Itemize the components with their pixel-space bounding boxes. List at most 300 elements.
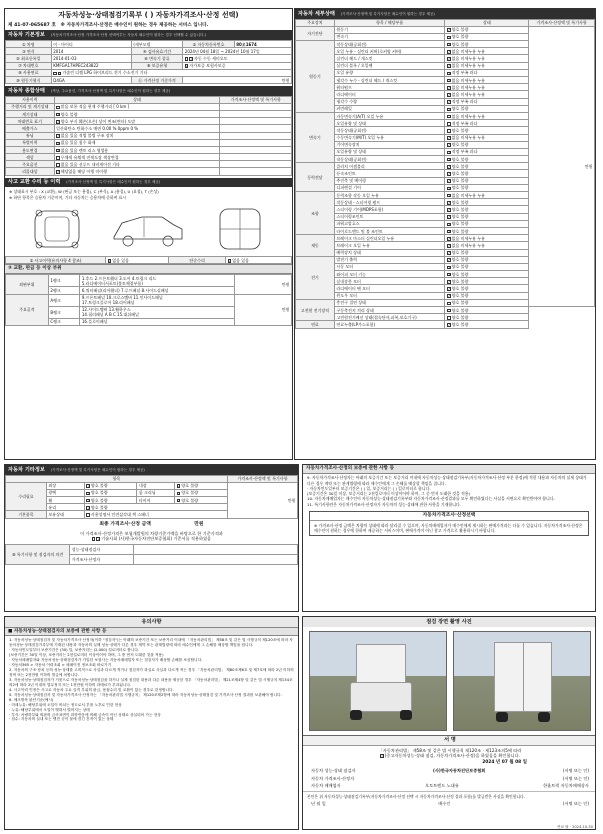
- photo-sign-panel: [302, 616, 596, 830]
- state-options: 양호 불량: [451, 228, 469, 234]
- truck-cab: [350, 682, 412, 712]
- transmission-options: 자동 수동 세미오토: [193, 55, 228, 61]
- table-row: [6, 257, 292, 264]
- checked-box-icon: ✓: [190, 57, 194, 62]
- item-state: [445, 263, 529, 270]
- detail-status-subtitle: (가격조사·산정액 및 특기사항은 매수인이 원하는 경우 제공): [340, 11, 435, 16]
- state-options: 양호 불량: [90, 483, 108, 489]
- state-options: 양호 불량: [90, 490, 108, 496]
- checked-box-icon: ✓: [447, 287, 451, 292]
- state-options: 양호 불량: [451, 27, 469, 33]
- row-label: 주행거리 및 계기상태: [6, 103, 55, 110]
- note-item: · 자동차인도일부터 보증기간은 (30) 일, 보증거리는 (2,000) 킬로미터로 합니다.: [9, 647, 140, 652]
- item-label: 충전구 절연 상태: [334, 299, 445, 306]
- photos-header: 점검 장면 촬영 사진: [303, 617, 595, 627]
- simple-repair-label: 단순수리: [169, 257, 226, 264]
- rank-1: 1랭크: [48, 275, 79, 287]
- frame-section-title: ② 교환, 판금 등 이상 부위: [5, 264, 292, 274]
- row-label: 튜닝: [6, 132, 55, 139]
- seller-signer: 오토트렌드 노대유: [425, 783, 459, 788]
- checked-box-icon: ✓: [447, 265, 451, 270]
- item-label: 라디에이터: [334, 91, 445, 98]
- item-label: 라디에이터 팬 모터: [334, 285, 445, 292]
- item-state: [445, 148, 529, 155]
- checked-box-icon: ✓: [447, 85, 451, 90]
- table-row: [296, 314, 595, 321]
- price-cell: [220, 146, 292, 153]
- state-options: 양호 불량: [451, 206, 469, 212]
- checked-box-icon: ✓: [447, 280, 451, 285]
- state-options: 양호 불량: [451, 250, 469, 256]
- item-state: [445, 249, 529, 256]
- state-options: 적정 부족 과다: [451, 70, 478, 76]
- signature-date: 2024 년 07 월 08 일: [482, 760, 527, 765]
- tire-label: 타이어: [137, 497, 175, 504]
- item-label: 기어변속장치: [334, 141, 445, 148]
- state-options: 양호 불량: [451, 264, 469, 270]
- checked-box-icon: ✓: [447, 42, 451, 47]
- item-state: [445, 285, 529, 292]
- table-header-row: [296, 19, 595, 26]
- note-item: 6. 체크항목 판단기준(예시): [9, 697, 54, 702]
- row-value: [54, 103, 220, 110]
- item-state: [445, 278, 529, 285]
- checkbox-icon: [447, 122, 451, 126]
- item-state: [445, 206, 529, 213]
- tire-state: [175, 497, 228, 504]
- state-options: 양호 불량: [451, 41, 469, 47]
- table-header-row: [6, 475, 298, 482]
- cleaning-state: [175, 489, 228, 496]
- buyer-label: 매수인: [438, 801, 451, 807]
- checkbox-icon: [53, 72, 57, 76]
- checked-box-icon: ✓: [447, 172, 451, 177]
- table-header-row: [6, 96, 292, 103]
- value-year: 2014: [51, 48, 131, 55]
- state-options: 양호 불량: [451, 214, 469, 220]
- row-value: [54, 168, 220, 175]
- checkbox-icon: [447, 309, 451, 313]
- basic-info-table: [5, 40, 292, 84]
- notes-panel: [4, 616, 299, 830]
- label-vin: ⑦ 차대번호: [6, 62, 52, 69]
- item-state: [445, 41, 529, 48]
- item-state: [445, 227, 529, 234]
- state-options: 양호 불량: [451, 127, 469, 133]
- label-base-price: ⑪ 가격산정 기준가격: [131, 76, 182, 83]
- remark-appraiser-value: [134, 555, 298, 565]
- item-label: 원동기: [334, 26, 445, 33]
- table-row: [6, 294, 292, 306]
- checked-box-icon: ✓: [177, 491, 181, 496]
- item-label: 타이로드엔드 및 볼 조인트: [334, 227, 445, 234]
- price-cell: [220, 125, 292, 132]
- checked-box-icon: ✓: [447, 143, 451, 148]
- checkbox-icon: [447, 115, 451, 119]
- state-options: 없음 미세누유 누유: [451, 91, 486, 97]
- parts-a: [80, 294, 234, 306]
- reference-note-2: [5, 536, 298, 541]
- checked-box-icon: ✓: [447, 258, 451, 263]
- state-options: 없음 미세누유 누유: [451, 242, 486, 248]
- item-state: [445, 127, 529, 134]
- wheel-label: 휠: [46, 497, 84, 504]
- label-transmission: ⑥ 변속기 종류: [131, 55, 182, 62]
- row-label: 용도변경: [6, 146, 55, 153]
- wheel-state: [84, 497, 137, 504]
- note-item: 4. 사고이력 인정은 사고로 자동차 주요 골격 부위의 판금, 용접수리 및 교환이 있는 경우로 한정합니다.: [9, 687, 174, 692]
- item-label: 브레이크 마스터 실린더오일 누유: [334, 235, 445, 242]
- state-options: 적정 부족 과다: [451, 149, 478, 155]
- state-options: 양호 불량: [451, 286, 469, 292]
- signature-text-2-value: (중고자동차성능·상태 점검, 자동차가격조사·산정)을 하였음을 확인합니다.: [384, 752, 520, 758]
- item-label: 윈도우 모터: [334, 292, 445, 299]
- value-transmission: [183, 55, 292, 62]
- price-cell: [220, 154, 292, 161]
- item-label: 자동변속기(A/T) 오일 누유: [334, 112, 445, 119]
- notes-header: 유의사항: [5, 617, 298, 627]
- item-state: [445, 307, 529, 314]
- row-value: [54, 125, 220, 132]
- accident-legend: ※ 상태표시 부호 : X (교환), W (판금 또는 용접), C (부식), A (흠집), U (요철), T (손상): [9, 188, 159, 194]
- table-row: [6, 103, 292, 110]
- value-first-registration: 2014-01-03: [51, 55, 131, 62]
- value-vin: KMFGA17HPEC243822: [51, 62, 131, 69]
- header-state: 상태: [54, 96, 220, 103]
- checked-box-icon: ✓: [447, 229, 451, 234]
- cleaning-label: 룸 크리닝: [137, 489, 175, 496]
- item-label: 클러치 어셈블리: [334, 163, 445, 170]
- table-row: [6, 118, 292, 125]
- accident-history-title: 사고 교환 수리 등 이력: [8, 179, 61, 186]
- label-fuel: ⑨ 사용연료: [6, 69, 52, 76]
- final-price-unit: 만원: [194, 521, 204, 527]
- label-inspection-period: ④ 검사유효기간: [131, 48, 182, 55]
- rank-c: C랭크: [48, 318, 79, 325]
- note-item: · 자동차365 > 자동차 이력조회 > 매매이전 정보조회 바로가기: [9, 662, 112, 667]
- value-warranty: [183, 62, 292, 69]
- item-label: 오일유량 및 상태: [334, 120, 445, 127]
- checked-box-icon: ✓: [447, 251, 451, 256]
- accident-options: [106, 257, 169, 264]
- checked-box-icon: ✓: [447, 93, 451, 98]
- polish-state: [84, 489, 137, 496]
- state-options: 없음 미세누유 누유: [451, 135, 486, 141]
- row-label: 주요옵션: [6, 161, 55, 168]
- item-label: 등속조인트: [334, 170, 445, 177]
- warranty-panel: [302, 464, 596, 612]
- item-state: [445, 220, 529, 227]
- checkbox-icon: [56, 106, 60, 110]
- table-row: [6, 132, 292, 139]
- state-options: 양호 불량: [451, 199, 469, 205]
- detail-status-title: 자동차 세부상태: [298, 10, 335, 17]
- state-options: 없음 미세누유 누유: [451, 192, 486, 198]
- note-item: · 누유: 해당부위에서 오일이 맺혀서 떨어지는 상태: [9, 707, 90, 712]
- price-selection-title: 자동차가격조사·산정선택: [310, 512, 588, 521]
- item-state: [445, 91, 529, 98]
- signature-text-2: [303, 753, 596, 758]
- state-options: 없음 미세누유 누유: [451, 113, 486, 119]
- header-device: 주요장치: [296, 19, 335, 26]
- basic-items-options: 사용설명서 안전삼각대 잭 스패너: [90, 512, 149, 518]
- item-state: [445, 177, 529, 184]
- state-options: 양호 불량: [451, 300, 469, 306]
- item-label: 브레이크 오일 누유: [334, 242, 445, 249]
- checked-box-icon: ✓: [447, 200, 451, 205]
- item-label: 스티어링 기어(MDPS포함): [334, 206, 445, 213]
- item-state: [445, 62, 529, 69]
- basic-info-panel: [4, 8, 293, 460]
- state-options: 양호 불량: [451, 257, 469, 263]
- car-bottom-view-icon: [200, 205, 280, 253]
- accident-history-subtitle: (가격조사·산정액 및 특기사항은 매수인이 원하는 경우 제공): [66, 180, 161, 185]
- main-frame-label: 주요골격: [6, 294, 49, 326]
- seller-row: [303, 782, 596, 789]
- table-row: [6, 76, 292, 83]
- truck-door-line: [523, 642, 524, 712]
- group-high-voltage: 고전원 전기장치: [296, 299, 335, 321]
- item-label: 배력장치 상태: [334, 249, 445, 256]
- item-label: 시동 모터: [334, 263, 445, 270]
- document-title: 자동차성능·상태점검기록부 ( ) 자동차가격조사·산정 선택): [58, 11, 239, 19]
- appraiser-sign-mark: (서명 또는 인): [562, 775, 589, 781]
- item-state: [445, 134, 529, 141]
- checked-box-icon: ✓: [447, 35, 451, 40]
- parts-a2-text: 17.트렁크플로어 18.리어패널: [81, 300, 135, 306]
- label-year: ③ 연식: [6, 48, 52, 55]
- simple-options-text: 없음 있음: [232, 257, 250, 263]
- price-cell: [220, 161, 292, 168]
- item-state: [445, 33, 529, 40]
- accident-summary-table: [5, 256, 292, 264]
- table-row: [6, 110, 292, 117]
- item-label: 디퍼렌셜 기어: [334, 184, 445, 191]
- price-cell: [220, 118, 292, 125]
- row-options: 없음 있음 선루프 내비게이션 기타: [60, 161, 120, 167]
- state-options: 양호 불량: [181, 483, 199, 489]
- checked-box-icon: ✓: [447, 323, 451, 328]
- table-row: [6, 154, 292, 161]
- checkbox-icon: [56, 163, 60, 167]
- item-label: 수동변속기(M/T) 오일 누유: [334, 134, 445, 141]
- fuel-options: 가솔린 디젤 LPG 하이브리드 전기 수소전기 기타: [62, 70, 148, 76]
- price-cell: [220, 110, 292, 117]
- row-label: 리콜대상: [6, 168, 55, 175]
- checked-box-icon: ✓: [87, 498, 90, 503]
- row-label: 계기상태: [6, 110, 55, 117]
- item-label: 작동상태(공회전): [334, 156, 445, 163]
- table-row: [6, 275, 292, 287]
- item-label: 실린더 헤드 / 개스킷: [334, 55, 445, 62]
- detail-status-header: [295, 9, 595, 19]
- state-options: 양호 불량: [451, 278, 469, 284]
- item-label: 실린더 블록 / 오일팬: [334, 62, 445, 69]
- truck-wheel-left: [350, 710, 362, 720]
- warranty-item: 9. 자동차가격조사·산정자는 아래의 보증기간 또는 보증거리 이내에 자동차성능·상태점검기록부(자동차가격조사·산정 부분 한정)에 적힌 내용과 자동차의 실제 상태가 다른 경우 계약 또는 관계법령에 따라 매수인에게 그 손해를 배상할 책임을 집니다.: [307, 475, 587, 486]
- header-price: 가격조사·산정액 및 특기사항: [220, 96, 292, 103]
- truck-wheel-right: [538, 712, 550, 722]
- item-label: 커먼레일: [334, 105, 445, 112]
- checked-box-icon: ✓: [447, 222, 451, 227]
- accident-label: ① 사고이력(유의사항 4 참조): [6, 257, 106, 264]
- car-top-view-icon: [17, 205, 97, 253]
- repair-needed-label: 수리필요: [6, 482, 47, 511]
- outer-parts-2: 6.쿼터패널(리어휀더) 7.루프패널 8.사이드실패널: [80, 287, 234, 294]
- row-options: 양호 불량: [60, 111, 78, 117]
- state-options: 양호 불량: [451, 271, 469, 277]
- item-state: [445, 299, 529, 306]
- basic-info-header: [5, 30, 292, 40]
- header-history: 사용이력: [6, 96, 55, 103]
- footer-stamp: 연료 탈 · 2024-10-30: [557, 824, 593, 829]
- table-row: [6, 125, 292, 132]
- table-row: [6, 62, 292, 69]
- seller-name: 한울트럭 자동차매매상사: [543, 783, 589, 788]
- state-options: 양호 불량: [90, 504, 108, 510]
- row-options: 많음 보통 적음 현재 주행거리 [ 0 km ]: [60, 104, 130, 110]
- state-options: 양호 불량: [451, 106, 469, 112]
- record-no-label: 제: [8, 23, 13, 29]
- table-row: [6, 48, 292, 55]
- accident-history-header: [5, 178, 292, 188]
- final-price-label: 최종 가격조사·산정 금액: [99, 521, 151, 527]
- item-state: [445, 184, 529, 191]
- checked-box-icon: ✓: [447, 78, 451, 83]
- state-options: 양호 불량: [451, 142, 469, 148]
- notes-list: [5, 636, 298, 724]
- remark-inspector-label: 성능·상태점검자: [70, 545, 134, 555]
- item-state: [445, 321, 529, 328]
- truck-wheel-left: [496, 712, 508, 722]
- other-info-subtitle: (가격조사·산정액 및 특기사항은 매수인이 원하는 경우 제공): [50, 467, 145, 472]
- item-label: 작동상태(공회전): [334, 127, 445, 134]
- item-label: 변속기: [334, 33, 445, 40]
- checked-box-icon: ✓: [447, 193, 451, 198]
- checked-box-icon: ✓: [447, 215, 451, 220]
- item-label: 추진축 및 베어링: [334, 177, 445, 184]
- group-transmission: 변속기: [296, 112, 335, 162]
- table-row: [296, 26, 595, 33]
- checked-box-icon: ✓: [87, 484, 90, 489]
- item-label: 오일유량 및 상태: [334, 148, 445, 155]
- row-options: 없음 있음 렌트 리스 영업용: [60, 147, 109, 153]
- note-item: 3. 자동차성능·상태점검자가 거짓으로 자동차성능·상태점검을 하거나 실제 점검한 내용과 다른 내용을 제공한 경우 「자동차관리법」 제21조제4항 및 같은 법 시행규칙 제134조의2에 따라 2년 이내의 업무정지 또는 1천만원 이하의 과태료가 부과됩니다.: [9, 677, 293, 687]
- warranty-item: 11. 특기사항란은 자동차가격조사·산정자가 자동차의 성능·상태에 관한 사항을 기재합니다.: [307, 501, 461, 507]
- item-label: 작동상태(공회전): [334, 41, 445, 48]
- item-label: 오일 누유 - 실린더 커버(로커암 커버): [334, 48, 445, 55]
- final-price-row: [5, 519, 298, 531]
- group-electric: 전기: [296, 256, 335, 299]
- value-base-price: 만원: [183, 76, 292, 83]
- state-options: 양호 불량: [451, 178, 469, 184]
- appraiser-label: 자동차 가격조사·산정자: [311, 775, 355, 781]
- note-item: · 자동차매매업자와 자동차성능·상태점검자가 가입한 보험사는 자동차매매업자 또는 점검자가 배상할 손해를 보상합니다.: [9, 657, 203, 662]
- item-label: 와이퍼 모터 기능: [334, 271, 445, 278]
- possession-label: 보유상태: [46, 511, 84, 518]
- state-options: 적정 부족 과다: [451, 99, 478, 105]
- item-label: 발전기 출력: [334, 256, 445, 263]
- buyer-confirmation: 본인은 위 자동차성능·상태점검기록부(자동차가격조사·산정 선택 시 자동차가격조사·산정 결과 포함)를 발급받은 사실을 확인합니다.: [303, 791, 596, 800]
- state-options: 양호 불량: [181, 497, 199, 503]
- detail-status-panel: [294, 8, 596, 460]
- buyer-sign-mark: (서명 또는 인): [562, 801, 589, 807]
- state-options: 없음 미세누유 누유: [451, 48, 486, 54]
- group-engine: 원동기: [296, 41, 335, 113]
- item-label: 작동상태 - 스티어링 펌프: [334, 199, 445, 206]
- row-label: 차대번호 표기: [6, 118, 55, 125]
- checkbox-icon: [56, 156, 60, 160]
- parts-c: 16.플로어패널: [80, 318, 234, 325]
- detail-price-cell: 만원: [529, 26, 595, 306]
- parts-b2-text: 14.필러패널 A B C 15.대쉬패널: [81, 312, 139, 318]
- state-options: 양호 불량: [451, 321, 469, 327]
- parts-b-text: 12.사이드멤버 13.휠하우스: [81, 307, 131, 313]
- group-fuel: 연료: [296, 321, 335, 328]
- state-options: 적정 부족 과다: [451, 120, 478, 126]
- value-reg-no: 80오1674: [234, 40, 291, 47]
- row-options: 없음 있음 침수 화재: [60, 140, 96, 146]
- note-item: · 부식: 차량하부와 외판의 금속표면이 화학반응에 의해 금속이 아닌 상태로 상실되어 가는 현상: [9, 712, 161, 717]
- row-value: [54, 154, 220, 161]
- item-state: [445, 55, 529, 62]
- checked-box-icon: ✓: [87, 506, 90, 511]
- note-item: 2. 자동차의 구조·장치 등의 성능·상태를 고의적으로 사실과 다르게 적거나 점검자가 과실로 사실과 다르게 적는 경우 「자동차관리법」 제80조제6호 및 제7호에 따라 2년 이하의 징역 또는 2천만원 이하의 벌금에 처합니다.: [9, 667, 294, 677]
- table-row: [296, 307, 595, 314]
- warranty-item: (보증기간은 30일 이상, 보증거리는 2천킬로미터 이상이어야 하며, 그 중 먼저 도래한 것을 적용): [307, 491, 471, 497]
- checked-box-icon: ✓: [447, 186, 451, 191]
- checked-box-icon: ✓: [447, 100, 451, 105]
- item-state: [445, 271, 529, 278]
- checked-box-icon: ✓: [447, 294, 451, 299]
- table-row: [6, 161, 292, 168]
- car-diagram: [5, 202, 292, 256]
- warranty-item: 10. 자동차매매업자는 매수인이 자동차성능·상태점검기록부와 자동차가격조사·산정결과를 모두 확인하였다는 사실을 서면으로 확인받아야 합니다.: [307, 496, 555, 502]
- row-value: [54, 110, 220, 117]
- label-car-name: ① 차명: [6, 40, 52, 47]
- outer-price: 만원: [234, 275, 291, 294]
- detail-status-table: [295, 19, 595, 329]
- price-selection-box: [309, 511, 589, 536]
- notes-section-title: ■ 자동차성능·상태점검자의 보증에 관한 사항 등: [5, 627, 298, 637]
- outer-parts-1: [80, 275, 234, 287]
- item-label: 스티어링조인트: [334, 213, 445, 220]
- item-state: [445, 213, 529, 220]
- row-label: 특별이력: [6, 139, 55, 146]
- checked-box-icon: ✓: [381, 753, 384, 758]
- state-options: 없음 미세누유 누유: [451, 63, 486, 69]
- state-options: 양호 불량: [451, 293, 469, 299]
- exterior-label: 외장: [46, 482, 84, 489]
- checked-box-icon: ✓: [447, 64, 451, 69]
- checked-box-icon: ✓: [447, 71, 451, 76]
- possession-items: [84, 511, 227, 518]
- note-item: 5. 자동차성능·상태점검자 및 자동차가격조사·산정자는 「자동차관리법 시행규칙」 제120조제2항에 따라 자동차성능·상태점검 및 가격조사·산정 결과를 보관해야 합니다.: [9, 692, 282, 697]
- interior-label: 내장: [137, 482, 175, 489]
- group-brake: 제동: [296, 235, 335, 257]
- buyer-row: [303, 800, 596, 807]
- checkbox-icon: [447, 129, 451, 133]
- checked-box-icon: ✓: [447, 165, 451, 170]
- basic-items-label: 기본품목: [6, 511, 47, 518]
- checked-box-icon: ✓: [87, 491, 90, 496]
- header-item: 항목 / 해당부품: [334, 19, 445, 26]
- warranty-title: 자동차가격조사·산정의 보증에 관한 사항 등: [303, 465, 595, 474]
- row-options: 일산화탄소 탄화수소 매연 0.00 % 0ppm 0 %: [56, 125, 139, 131]
- row-value: [54, 161, 220, 168]
- state-options: 없음 미세누유 누유: [451, 84, 486, 90]
- interior-state: [175, 482, 228, 489]
